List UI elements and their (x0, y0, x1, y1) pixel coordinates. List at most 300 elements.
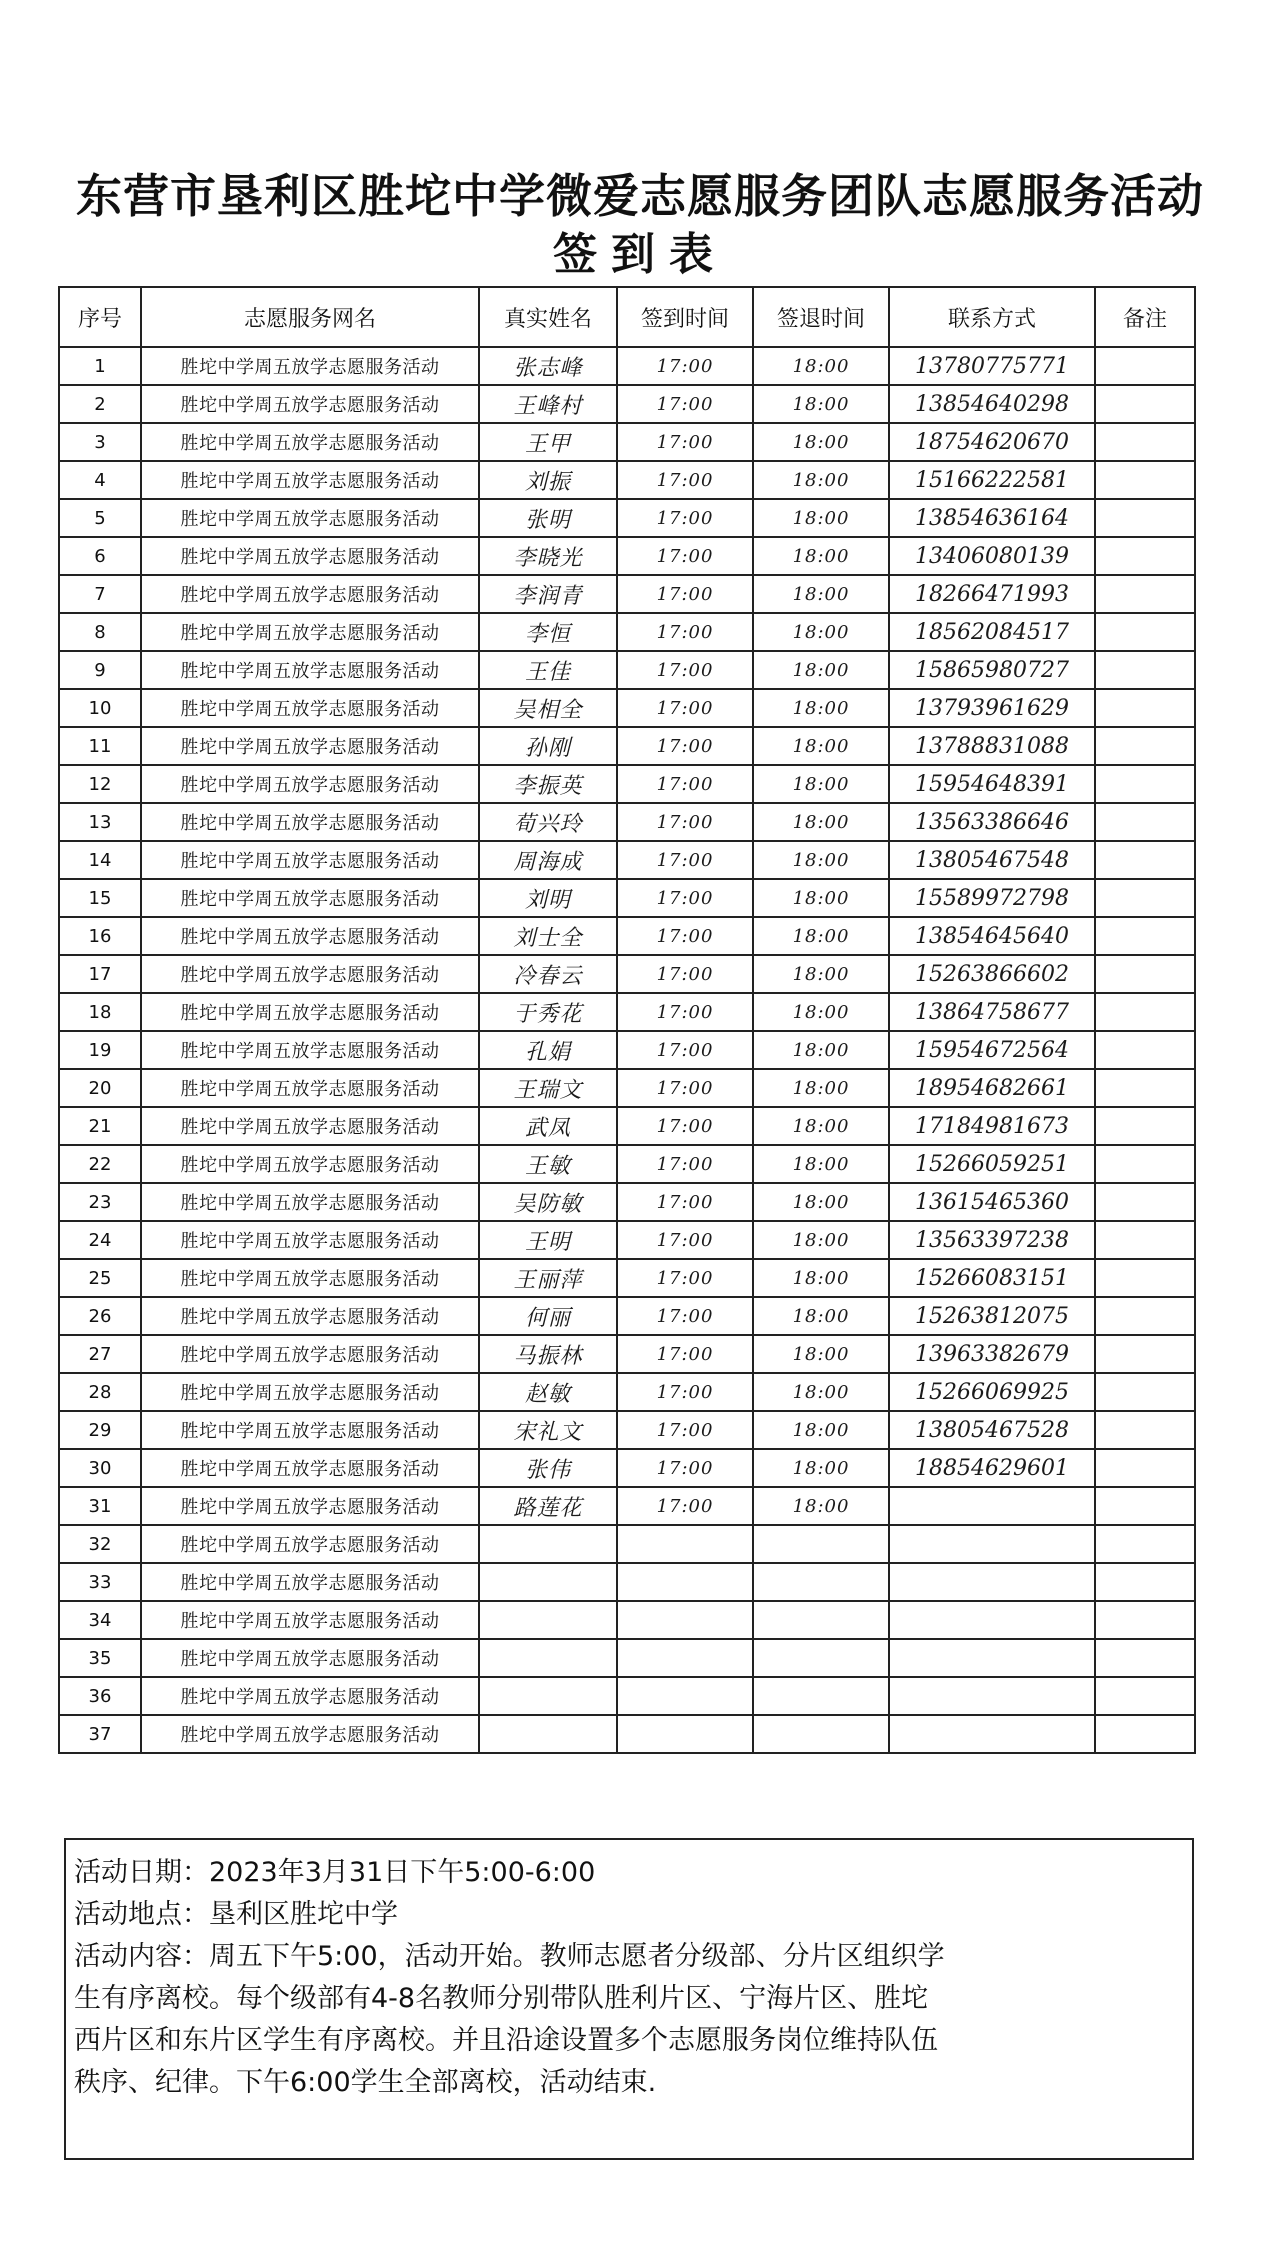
table-row (59, 613, 1195, 651)
cell-activity: 胜坨中学周五放学志愿服务活动 (141, 613, 479, 651)
cell-no: 19 (59, 1031, 141, 1069)
cell-note (1095, 727, 1195, 765)
cell-note (1095, 423, 1195, 461)
cell-no: 25 (59, 1259, 141, 1297)
table-row (59, 1563, 1195, 1601)
activity-content-line: 秩序、纪律。下午6:00学生全部离校，活动结束. (74, 2067, 657, 2098)
cell-contact: 15954672564 (889, 1031, 1095, 1069)
table-row (59, 499, 1195, 537)
cell-real-name: 王敏 (479, 1145, 617, 1183)
cell-real-name: 武凤 (479, 1107, 617, 1145)
cell-contact (889, 1563, 1095, 1601)
table-row (59, 1449, 1195, 1487)
cell-no: 20 (59, 1069, 141, 1107)
cell-sign-out-time: 18:00 (753, 1031, 889, 1069)
cell-activity: 胜坨中学周五放学志愿服务活动 (141, 385, 479, 423)
cell-sign-out-time: 18:00 (753, 385, 889, 423)
activity-content-line: 活动内容：周五下午5:00，活动开始。教师志愿者分级部、分片区组织学 (74, 1941, 945, 1972)
activity-info-box (64, 1838, 1194, 2160)
header-sign-out-time: 签退时间 (753, 287, 889, 347)
table-row (59, 1715, 1195, 1753)
cell-real-name (479, 1525, 617, 1563)
cell-sign-in-time (617, 1525, 753, 1563)
cell-sign-in-time: 17:00 (617, 423, 753, 461)
cell-note (1095, 917, 1195, 955)
cell-note (1095, 1449, 1195, 1487)
table-row (59, 537, 1195, 575)
cell-sign-in-time (617, 1563, 753, 1601)
cell-no: 5 (59, 499, 141, 537)
cell-contact: 15166222581 (889, 461, 1095, 499)
cell-real-name: 吴相全 (479, 689, 617, 727)
cell-contact: 13854640298 (889, 385, 1095, 423)
cell-sign-out-time: 18:00 (753, 727, 889, 765)
cell-no: 2 (59, 385, 141, 423)
table-row (59, 1221, 1195, 1259)
cell-activity: 胜坨中学周五放学志愿服务活动 (141, 1677, 479, 1715)
cell-sign-out-time: 18:00 (753, 423, 889, 461)
cell-sign-out-time: 18:00 (753, 613, 889, 651)
table-row (59, 423, 1195, 461)
cell-contact (889, 1487, 1095, 1525)
cell-sign-in-time: 17:00 (617, 385, 753, 423)
cell-sign-in-time: 17:00 (617, 803, 753, 841)
cell-sign-in-time: 17:00 (617, 1449, 753, 1487)
cell-sign-out-time: 18:00 (753, 1297, 889, 1335)
cell-sign-in-time: 17:00 (617, 1373, 753, 1411)
cell-activity: 胜坨中学周五放学志愿服务活动 (141, 1069, 479, 1107)
cell-sign-out-time: 18:00 (753, 537, 889, 575)
cell-sign-out-time: 18:00 (753, 1069, 889, 1107)
cell-sign-out-time: 18:00 (753, 1449, 889, 1487)
cell-no: 29 (59, 1411, 141, 1449)
cell-contact: 13615465360 (889, 1183, 1095, 1221)
cell-no: 7 (59, 575, 141, 613)
cell-contact: 13788831088 (889, 727, 1095, 765)
cell-contact: 18754620670 (889, 423, 1095, 461)
cell-real-name: 李恒 (479, 613, 617, 651)
table-row (59, 1411, 1195, 1449)
cell-real-name: 李振英 (479, 765, 617, 803)
cell-real-name: 王佳 (479, 651, 617, 689)
cell-note (1095, 879, 1195, 917)
cell-contact: 13563386646 (889, 803, 1095, 841)
cell-activity: 胜坨中学周五放学志愿服务活动 (141, 499, 479, 537)
cell-activity: 胜坨中学周五放学志愿服务活动 (141, 1449, 479, 1487)
cell-note (1095, 1107, 1195, 1145)
cell-no: 12 (59, 765, 141, 803)
cell-note (1095, 1221, 1195, 1259)
cell-real-name (479, 1715, 617, 1753)
table-row (59, 1107, 1195, 1145)
cell-note (1095, 347, 1195, 385)
cell-no: 27 (59, 1335, 141, 1373)
cell-note (1095, 1335, 1195, 1373)
table-row (59, 1297, 1195, 1335)
cell-sign-out-time (753, 1563, 889, 1601)
cell-contact: 18854629601 (889, 1449, 1095, 1487)
sign-in-table (58, 286, 1196, 1754)
cell-activity: 胜坨中学周五放学志愿服务活动 (141, 917, 479, 955)
cell-note (1095, 955, 1195, 993)
cell-activity: 胜坨中学周五放学志愿服务活动 (141, 1335, 479, 1373)
cell-note (1095, 1715, 1195, 1753)
activity-content-line: 生有序离校。每个级部有4-8名教师分别带队胜利片区、宁海片区、胜坨 (74, 1983, 929, 2014)
cell-sign-in-time: 17:00 (617, 461, 753, 499)
cell-contact: 15266083151 (889, 1259, 1095, 1297)
cell-sign-in-time: 17:00 (617, 575, 753, 613)
cell-contact: 15954648391 (889, 765, 1095, 803)
cell-activity: 胜坨中学周五放学志愿服务活动 (141, 955, 479, 993)
cell-note (1095, 689, 1195, 727)
cell-real-name: 王甲 (479, 423, 617, 461)
table-row (59, 803, 1195, 841)
table-row (59, 917, 1195, 955)
table-row (59, 955, 1195, 993)
cell-real-name (479, 1563, 617, 1601)
table-body (59, 347, 1195, 1753)
cell-contact: 13805467548 (889, 841, 1095, 879)
table-header-row (59, 287, 1195, 347)
cell-activity: 胜坨中学周五放学志愿服务活动 (141, 1411, 479, 1449)
cell-sign-out-time: 18:00 (753, 841, 889, 879)
cell-sign-in-time: 17:00 (617, 955, 753, 993)
cell-no: 18 (59, 993, 141, 1031)
cell-no: 3 (59, 423, 141, 461)
cell-sign-in-time (617, 1639, 753, 1677)
cell-contact: 13963382679 (889, 1335, 1095, 1373)
cell-real-name: 孔娟 (479, 1031, 617, 1069)
cell-no: 26 (59, 1297, 141, 1335)
cell-contact: 13854645640 (889, 917, 1095, 955)
cell-contact: 18266471993 (889, 575, 1095, 613)
cell-no: 28 (59, 1373, 141, 1411)
cell-sign-in-time: 17:00 (617, 1069, 753, 1107)
cell-no: 24 (59, 1221, 141, 1259)
cell-note (1095, 1601, 1195, 1639)
cell-contact: 15263812075 (889, 1297, 1095, 1335)
cell-no: 15 (59, 879, 141, 917)
cell-activity: 胜坨中学周五放学志愿服务活动 (141, 1373, 479, 1411)
cell-contact: 13563397238 (889, 1221, 1095, 1259)
cell-activity: 胜坨中学周五放学志愿服务活动 (141, 879, 479, 917)
cell-activity: 胜坨中学周五放学志愿服务活动 (141, 841, 479, 879)
cell-sign-in-time: 17:00 (617, 1297, 753, 1335)
cell-no: 36 (59, 1677, 141, 1715)
cell-contact (889, 1525, 1095, 1563)
table-row (59, 841, 1195, 879)
cell-real-name (479, 1677, 617, 1715)
cell-note (1095, 1411, 1195, 1449)
header-activity: 志愿服务网名 (141, 287, 479, 347)
cell-sign-out-time: 18:00 (753, 1221, 889, 1259)
cell-note (1095, 993, 1195, 1031)
cell-sign-out-time (753, 1525, 889, 1563)
cell-sign-in-time: 17:00 (617, 1183, 753, 1221)
cell-real-name: 王明 (479, 1221, 617, 1259)
cell-contact: 13780775771 (889, 347, 1095, 385)
cell-no: 23 (59, 1183, 141, 1221)
cell-contact: 13854636164 (889, 499, 1095, 537)
cell-sign-out-time: 18:00 (753, 499, 889, 537)
cell-activity: 胜坨中学周五放学志愿服务活动 (141, 765, 479, 803)
table-row (59, 727, 1195, 765)
cell-activity: 胜坨中学周五放学志愿服务活动 (141, 1221, 479, 1259)
cell-sign-in-time: 17:00 (617, 917, 753, 955)
cell-activity: 胜坨中学周五放学志愿服务活动 (141, 651, 479, 689)
cell-note (1095, 841, 1195, 879)
cell-note (1095, 1145, 1195, 1183)
activity-date: 活动日期：2023年3月31日下午5:00-6:00 (74, 1857, 596, 1888)
table-row (59, 575, 1195, 613)
cell-no: 1 (59, 347, 141, 385)
cell-sign-out-time: 18:00 (753, 461, 889, 499)
table-row (59, 765, 1195, 803)
cell-no: 35 (59, 1639, 141, 1677)
cell-no: 17 (59, 955, 141, 993)
cell-activity: 胜坨中学周五放学志愿服务活动 (141, 1145, 479, 1183)
cell-real-name: 荀兴玲 (479, 803, 617, 841)
cell-sign-out-time: 18:00 (753, 651, 889, 689)
cell-activity: 胜坨中学周五放学志愿服务活动 (141, 727, 479, 765)
cell-no: 16 (59, 917, 141, 955)
cell-real-name: 路莲花 (479, 1487, 617, 1525)
cell-real-name: 王瑞文 (479, 1069, 617, 1107)
cell-contact: 13406080139 (889, 537, 1095, 575)
cell-contact: 17184981673 (889, 1107, 1095, 1145)
cell-contact: 15865980727 (889, 651, 1095, 689)
cell-sign-in-time: 17:00 (617, 841, 753, 879)
cell-no: 21 (59, 1107, 141, 1145)
cell-sign-in-time: 17:00 (617, 765, 753, 803)
cell-contact: 18562084517 (889, 613, 1095, 651)
document-subtitle: 签到表 (553, 229, 727, 280)
cell-activity: 胜坨中学周五放学志愿服务活动 (141, 1487, 479, 1525)
cell-sign-out-time (753, 1677, 889, 1715)
cell-sign-out-time: 18:00 (753, 1411, 889, 1449)
cell-sign-out-time: 18:00 (753, 955, 889, 993)
cell-no: 10 (59, 689, 141, 727)
cell-note (1095, 651, 1195, 689)
cell-real-name: 孙刚 (479, 727, 617, 765)
cell-no: 22 (59, 1145, 141, 1183)
cell-sign-in-time: 17:00 (617, 1487, 753, 1525)
cell-no: 9 (59, 651, 141, 689)
cell-no: 32 (59, 1525, 141, 1563)
cell-activity: 胜坨中学周五放学志愿服务活动 (141, 1107, 479, 1145)
cell-sign-out-time: 18:00 (753, 1487, 889, 1525)
cell-activity: 胜坨中学周五放学志愿服务活动 (141, 1601, 479, 1639)
cell-note (1095, 385, 1195, 423)
cell-activity: 胜坨中学周五放学志愿服务活动 (141, 803, 479, 841)
cell-note (1095, 1373, 1195, 1411)
cell-note (1095, 499, 1195, 537)
cell-contact (889, 1677, 1095, 1715)
cell-sign-out-time (753, 1601, 889, 1639)
cell-activity: 胜坨中学周五放学志愿服务活动 (141, 993, 479, 1031)
cell-no: 11 (59, 727, 141, 765)
cell-real-name: 刘士全 (479, 917, 617, 955)
cell-real-name: 马振林 (479, 1335, 617, 1373)
cell-no: 37 (59, 1715, 141, 1753)
cell-no: 33 (59, 1563, 141, 1601)
cell-sign-in-time (617, 1601, 753, 1639)
cell-note (1095, 461, 1195, 499)
cell-sign-out-time: 18:00 (753, 1259, 889, 1297)
cell-activity: 胜坨中学周五放学志愿服务活动 (141, 1259, 479, 1297)
cell-sign-in-time: 17:00 (617, 1335, 753, 1373)
cell-activity: 胜坨中学周五放学志愿服务活动 (141, 689, 479, 727)
cell-real-name: 王丽萍 (479, 1259, 617, 1297)
cell-note (1095, 765, 1195, 803)
cell-sign-in-time: 17:00 (617, 499, 753, 537)
activity-place: 活动地点：垦利区胜坨中学 (74, 1899, 398, 1930)
cell-note (1095, 1259, 1195, 1297)
cell-no: 13 (59, 803, 141, 841)
cell-activity: 胜坨中学周五放学志愿服务活动 (141, 1525, 479, 1563)
cell-sign-out-time: 18:00 (753, 689, 889, 727)
cell-real-name: 冷春云 (479, 955, 617, 993)
cell-no: 4 (59, 461, 141, 499)
table-row (59, 1069, 1195, 1107)
table-row (59, 1259, 1195, 1297)
cell-real-name: 周海成 (479, 841, 617, 879)
cell-note (1095, 575, 1195, 613)
cell-sign-out-time (753, 1715, 889, 1753)
cell-real-name: 何丽 (479, 1297, 617, 1335)
cell-note (1095, 613, 1195, 651)
table-row (59, 347, 1195, 385)
table-row (59, 461, 1195, 499)
cell-sign-out-time: 18:00 (753, 803, 889, 841)
cell-sign-out-time: 18:00 (753, 575, 889, 613)
cell-contact (889, 1715, 1095, 1753)
cell-activity: 胜坨中学周五放学志愿服务活动 (141, 537, 479, 575)
cell-contact (889, 1639, 1095, 1677)
cell-note (1095, 1031, 1195, 1069)
cell-sign-in-time: 17:00 (617, 879, 753, 917)
cell-activity: 胜坨中学周五放学志愿服务活动 (141, 1183, 479, 1221)
activity-content-line: 西片区和东片区学生有序离校。并且沿途设置多个志愿服务岗位维持队伍 (74, 2025, 938, 2056)
cell-contact: 13793961629 (889, 689, 1095, 727)
table-row (59, 1487, 1195, 1525)
cell-sign-in-time: 17:00 (617, 347, 753, 385)
cell-contact (889, 1601, 1095, 1639)
cell-no: 14 (59, 841, 141, 879)
cell-no: 8 (59, 613, 141, 651)
cell-sign-in-time: 17:00 (617, 537, 753, 575)
cell-sign-out-time: 18:00 (753, 1335, 889, 1373)
cell-sign-out-time: 18:00 (753, 347, 889, 385)
cell-activity: 胜坨中学周五放学志愿服务活动 (141, 1715, 479, 1753)
cell-activity: 胜坨中学周五放学志愿服务活动 (141, 575, 479, 613)
cell-note (1095, 537, 1195, 575)
cell-activity: 胜坨中学周五放学志愿服务活动 (141, 1297, 479, 1335)
document-title: 东营市垦利区胜坨中学微爱志愿服务团队志愿服务活动 (76, 169, 1204, 223)
cell-real-name (479, 1639, 617, 1677)
cell-real-name: 张明 (479, 499, 617, 537)
cell-no: 30 (59, 1449, 141, 1487)
cell-activity: 胜坨中学周五放学志愿服务活动 (141, 1031, 479, 1069)
cell-real-name: 刘振 (479, 461, 617, 499)
cell-contact: 18954682661 (889, 1069, 1095, 1107)
cell-sign-in-time: 17:00 (617, 1259, 753, 1297)
cell-sign-in-time: 17:00 (617, 651, 753, 689)
cell-sign-in-time: 17:00 (617, 993, 753, 1031)
cell-note (1095, 1297, 1195, 1335)
header-no: 序号 (59, 287, 141, 347)
cell-contact: 15589972798 (889, 879, 1095, 917)
cell-note (1095, 1487, 1195, 1525)
cell-sign-in-time: 17:00 (617, 613, 753, 651)
cell-real-name: 刘明 (479, 879, 617, 917)
cell-note (1095, 1639, 1195, 1677)
cell-note (1095, 1525, 1195, 1563)
cell-real-name: 李润青 (479, 575, 617, 613)
table-row (59, 1335, 1195, 1373)
cell-sign-in-time: 17:00 (617, 689, 753, 727)
cell-note (1095, 1069, 1195, 1107)
cell-sign-out-time: 18:00 (753, 1373, 889, 1411)
cell-contact: 15266059251 (889, 1145, 1095, 1183)
cell-activity: 胜坨中学周五放学志愿服务活动 (141, 423, 479, 461)
cell-sign-out-time: 18:00 (753, 765, 889, 803)
table-row (59, 879, 1195, 917)
cell-real-name: 于秀花 (479, 993, 617, 1031)
cell-sign-out-time: 18:00 (753, 1107, 889, 1145)
cell-note (1095, 803, 1195, 841)
table-row (59, 651, 1195, 689)
cell-sign-in-time: 17:00 (617, 1031, 753, 1069)
cell-sign-out-time: 18:00 (753, 1183, 889, 1221)
table-row (59, 1639, 1195, 1677)
cell-activity: 胜坨中学周五放学志愿服务活动 (141, 1563, 479, 1601)
cell-note (1095, 1183, 1195, 1221)
table-row (59, 1031, 1195, 1069)
cell-sign-in-time (617, 1677, 753, 1715)
cell-real-name (479, 1601, 617, 1639)
cell-contact: 15263866602 (889, 955, 1095, 993)
table-row (59, 1183, 1195, 1221)
cell-note (1095, 1677, 1195, 1715)
header-note: 备注 (1095, 287, 1195, 347)
table-row (59, 1601, 1195, 1639)
cell-activity: 胜坨中学周五放学志愿服务活动 (141, 347, 479, 385)
table-row (59, 1677, 1195, 1715)
cell-sign-in-time: 17:00 (617, 727, 753, 765)
cell-sign-in-time: 17:00 (617, 1221, 753, 1259)
cell-no: 31 (59, 1487, 141, 1525)
cell-no: 34 (59, 1601, 141, 1639)
cell-sign-in-time: 17:00 (617, 1411, 753, 1449)
table-row (59, 993, 1195, 1031)
cell-activity: 胜坨中学周五放学志愿服务活动 (141, 461, 479, 499)
cell-contact: 13864758677 (889, 993, 1095, 1031)
header-sign-in-time: 签到时间 (617, 287, 753, 347)
cell-real-name: 李晓光 (479, 537, 617, 575)
cell-note (1095, 1563, 1195, 1601)
cell-contact: 15266069925 (889, 1373, 1095, 1411)
cell-real-name: 吴防敏 (479, 1183, 617, 1221)
cell-sign-in-time: 17:00 (617, 1107, 753, 1145)
cell-real-name: 张伟 (479, 1449, 617, 1487)
cell-activity: 胜坨中学周五放学志愿服务活动 (141, 1639, 479, 1677)
cell-sign-in-time: 17:00 (617, 1145, 753, 1183)
cell-sign-in-time (617, 1715, 753, 1753)
header-name: 真实姓名 (479, 287, 617, 347)
cell-real-name: 王峰村 (479, 385, 617, 423)
table-row (59, 689, 1195, 727)
